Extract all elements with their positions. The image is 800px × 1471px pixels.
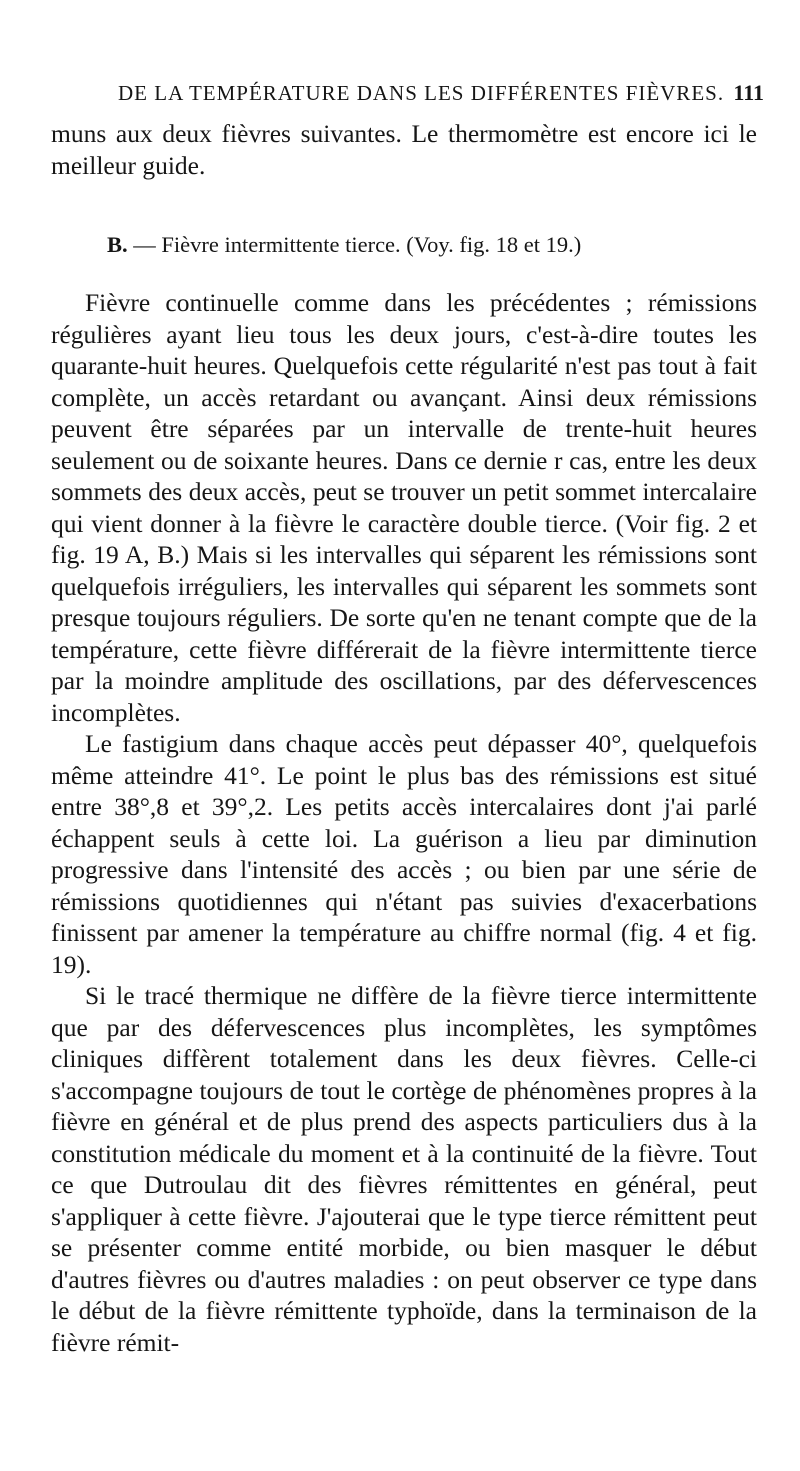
section-heading	[107, 231, 757, 259]
paragraph-clinical-symptoms: Si le tracé thermique ne diffère de la fièvre tierce intermittente que par des défervescences plus incomplètes, les symptômes cliniques diffèrent totalement dans les deux fièvres. Celle-ci s'accompagne toujours de tout le cortège de phénomènes propres à la fièvre en général et de plus prend des aspects particuliers dus à la constitution médicale du moment et à la continuité de la fièvre. Tout ce que Dutroulau dit des fièvres rémittentes en général, peut s'appliquer à cette fièvre. J'ajouterai que le type tierce rémittent peut se présenter comme entité morbide, ou bien masquer le début d'autres fièvres ou d'autres maladies : on peut observer ce type dans le début de la fièvre rémittente typhoïde, dans la terminaison de la fièvre rémit-	[51, 981, 757, 1357]
section-number: B.	[107, 232, 128, 257]
paragraph-fastigium: Le fastigium dans chaque accès peut dépasser 40°, quelquefois même atteindre 41°. Le point le plus bas des rémissions est situé entre 38°,8 et 39°,2. Les petits accès intercalaires dont j'ai parlé échappent seuls à cette loi. La guérison a lieu par diminution progressive dans l'intensité des accès ; ou bien par une série de rémissions quotidiennes qui n'étant pas suivies d'exacerbations finissent par amener la température au chiffre normal (fig. 4 et fig. 19).	[51, 729, 757, 979]
running-title: DE LA TEMPÉRATURE DANS LES DIFFÉRENTES FIÈVRES.	[118, 81, 725, 105]
section-title: — Fièvre intermittente tierce. (Voy. fig. 18 et 19.)	[127, 232, 582, 257]
page-number: 111	[733, 80, 764, 105]
page-body	[51, 118, 757, 1358]
running-header	[112, 78, 764, 108]
paragraph-remissions: Fièvre continuelle comme dans les précédentes ; rémissions régulières ayant lieu tous les deux jours, c'est-à-dire toutes les quarante-huit heures. Quelquefois cette régularité n'est pas tout à fait complète, un accès retardant ou avançant. Ainsi deux rémissions peuvent être séparées par un intervalle de trente-huit heures seulement ou de soixante heures. Dans ce dernie r cas, entre les deux sommets des deux accès, peut se trouver un petit sommet intercalaire qui vient donner à la fièvre le caractère double tierce. (Voir fig. 2 et fig. 19 A, B.) Mais si les intervalles qui séparent les rémissions sont quelquefois irréguliers, les intervalles qui séparent les sommets sont presque toujours réguliers. De sorte qu'en ne tenant compte que de la température, cette fièvre différerait de la fièvre intermittente tierce par la moindre amplitude des oscillations, par des défervescences incomplètes.	[51, 288, 757, 727]
paragraph-continuation: muns aux deux fièvres suivantes. Le thermomètre est encore ici le meilleur guide.	[51, 119, 757, 180]
